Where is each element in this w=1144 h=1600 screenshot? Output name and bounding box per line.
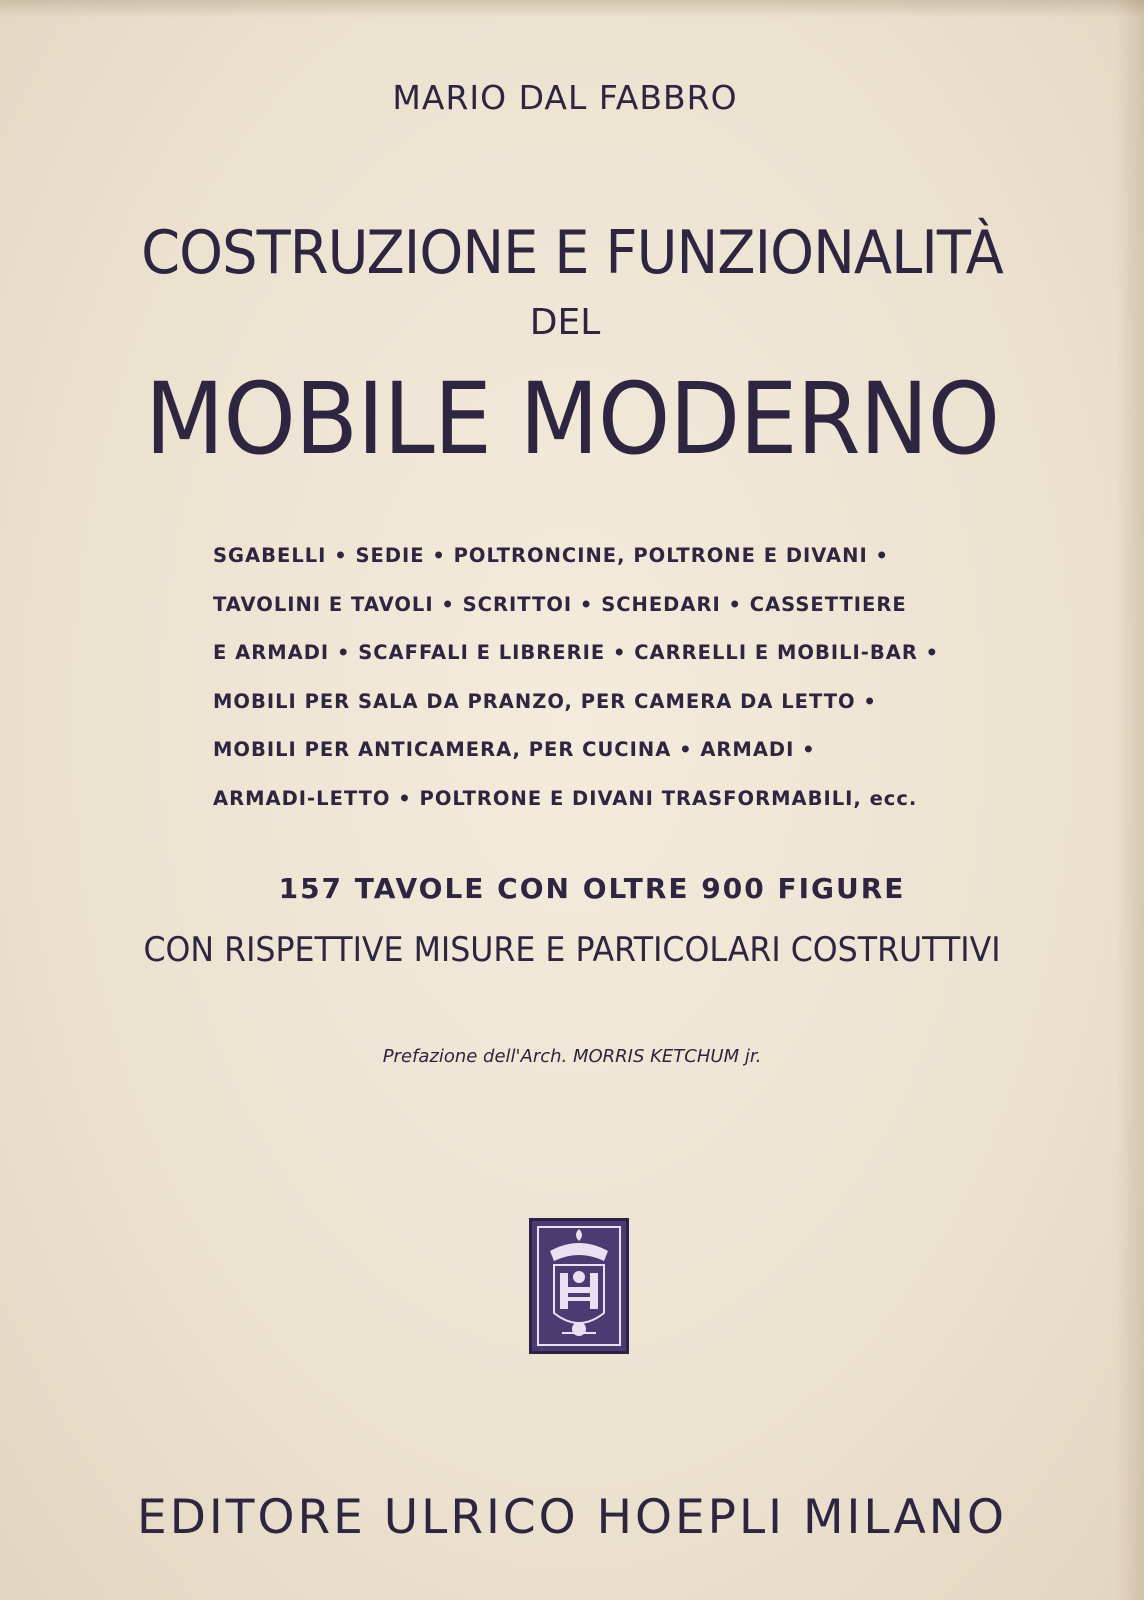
paper-edge-top <box>0 0 1144 18</box>
contents-line: MOBILI PER SALA DA PRANZO, PER CAMERA DA LETTO • <box>213 689 877 713</box>
title-line-2: DEL <box>529 302 601 343</box>
author-name: MARIO DAL FABBRO <box>392 78 738 117</box>
publisher-emblem-icon <box>529 1218 629 1354</box>
contents-line: E ARMADI • SCAFFALI E LIBRERIE • CARRELLI E MOBILI-BAR • <box>213 641 940 664</box>
contents-line: ARMADI-LETTO • POLTRONE E DIVANI TRASFORMABILI, ecc. <box>213 786 918 810</box>
publisher-name: EDITORE ULRICO HOEPLI MILANO <box>137 1490 1007 1545</box>
misure-line: CON RISPETTIVE MISURE E PARTICOLARI COSTRUTTIVI <box>143 930 1001 970</box>
contents-line: SGABELLI • SEDIE • POLTRONCINE, POLTRONE E DIVANI • <box>213 544 889 567</box>
paper-edge-right <box>1116 0 1144 1600</box>
preface-line: Prefazione dell'Arch. MORRIS KETCHUM jr. <box>382 1046 762 1067</box>
contents-line: MOBILI PER ANTICAMERA, PER CUCINA • ARMADI • <box>213 738 816 761</box>
title-line-3: MOBILE MODERNO <box>144 362 1000 477</box>
contents-list <box>213 532 953 823</box>
title-line-1: COSTRUZIONE E FUNZIONALITÀ <box>141 218 1003 288</box>
contents-line: TAVOLINI E TAVOLI • SCRITTOI • SCHEDARI • CASSETTIERE <box>213 592 907 616</box>
tavole-line: 157 TAVOLE CON OLTRE 900 FIGURE <box>278 872 906 905</box>
